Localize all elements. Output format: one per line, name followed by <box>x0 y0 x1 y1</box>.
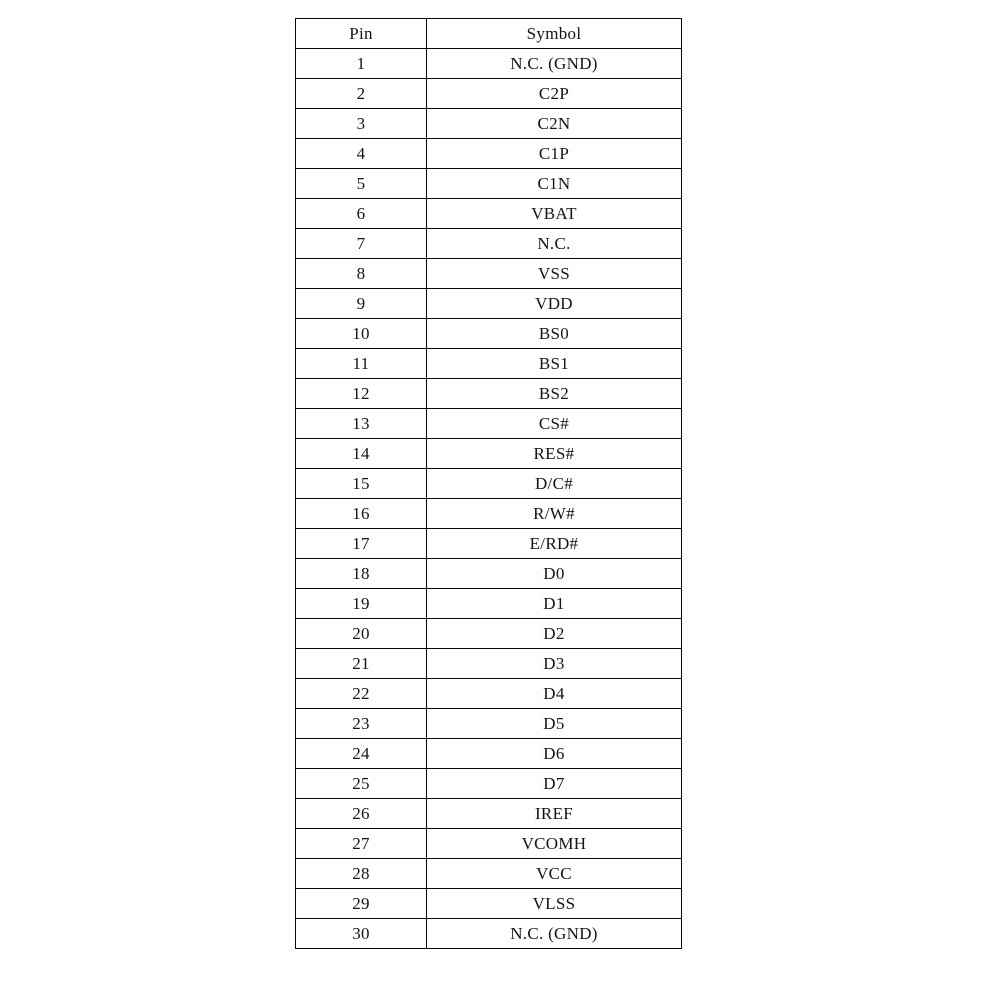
symbol-cell: RES# <box>427 439 682 469</box>
table-row <box>296 49 682 79</box>
symbol-cell: D2 <box>427 619 682 649</box>
symbol-cell: D5 <box>427 709 682 739</box>
table-row <box>296 319 682 349</box>
pin-cell: 10 <box>296 319 427 349</box>
symbol-cell: VCOMH <box>427 829 682 859</box>
table-row <box>296 139 682 169</box>
symbol-cell: D6 <box>427 739 682 769</box>
table-row <box>296 109 682 139</box>
symbol-cell: C1N <box>427 169 682 199</box>
pin-cell: 27 <box>296 829 427 859</box>
symbol-cell: E/RD# <box>427 529 682 559</box>
pin-cell: 15 <box>296 469 427 499</box>
table-row <box>296 739 682 769</box>
symbol-cell: N.C. (GND) <box>427 919 682 949</box>
table-row <box>296 829 682 859</box>
symbol-cell: IREF <box>427 799 682 829</box>
pin-cell: 1 <box>296 49 427 79</box>
table-row <box>296 919 682 949</box>
symbol-cell: VDD <box>427 289 682 319</box>
pin-cell: 22 <box>296 679 427 709</box>
symbol-cell: BS2 <box>427 379 682 409</box>
table-row <box>296 619 682 649</box>
table-row <box>296 349 682 379</box>
pin-cell: 16 <box>296 499 427 529</box>
symbol-cell: BS1 <box>427 349 682 379</box>
table-header-row <box>296 19 682 49</box>
pin-cell: 9 <box>296 289 427 319</box>
table-row <box>296 439 682 469</box>
pin-cell: 11 <box>296 349 427 379</box>
pin-cell: 26 <box>296 799 427 829</box>
symbol-cell: D3 <box>427 649 682 679</box>
pin-cell: 14 <box>296 439 427 469</box>
table-row <box>296 199 682 229</box>
pin-cell: 25 <box>296 769 427 799</box>
pin-cell: 7 <box>296 229 427 259</box>
table-row <box>296 529 682 559</box>
pin-cell: 13 <box>296 409 427 439</box>
table-row <box>296 409 682 439</box>
pin-cell: 6 <box>296 199 427 229</box>
table-row <box>296 709 682 739</box>
table-row <box>296 469 682 499</box>
symbol-cell: N.C. <box>427 229 682 259</box>
table-row <box>296 589 682 619</box>
pin-cell: 12 <box>296 379 427 409</box>
symbol-cell: C2P <box>427 79 682 109</box>
symbol-cell: D4 <box>427 679 682 709</box>
pin-cell: 20 <box>296 619 427 649</box>
pin-cell: 18 <box>296 559 427 589</box>
table-row <box>296 649 682 679</box>
symbol-cell: BS0 <box>427 319 682 349</box>
table-row <box>296 79 682 109</box>
pin-cell: 4 <box>296 139 427 169</box>
table-row <box>296 169 682 199</box>
table-row <box>296 499 682 529</box>
table-row <box>296 769 682 799</box>
pin-cell: 28 <box>296 859 427 889</box>
symbol-cell: VCC <box>427 859 682 889</box>
table-row <box>296 859 682 889</box>
symbol-cell: D/C# <box>427 469 682 499</box>
symbol-cell: VBAT <box>427 199 682 229</box>
symbol-cell: VLSS <box>427 889 682 919</box>
table-row <box>296 229 682 259</box>
pin-cell: 3 <box>296 109 427 139</box>
pin-cell: 5 <box>296 169 427 199</box>
pin-cell: 30 <box>296 919 427 949</box>
symbol-cell: C1P <box>427 139 682 169</box>
symbol-cell: D7 <box>427 769 682 799</box>
symbol-cell: D0 <box>427 559 682 589</box>
table-row <box>296 379 682 409</box>
table-row <box>296 799 682 829</box>
symbol-cell: R/W# <box>427 499 682 529</box>
pin-cell: 24 <box>296 739 427 769</box>
pin-cell: 2 <box>296 79 427 109</box>
table-row <box>296 259 682 289</box>
table-row <box>296 679 682 709</box>
table-row <box>296 889 682 919</box>
pin-column-header: Pin <box>296 19 427 49</box>
pin-cell: 17 <box>296 529 427 559</box>
pin-assignment-table <box>295 18 682 949</box>
pin-cell: 8 <box>296 259 427 289</box>
pin-cell: 19 <box>296 589 427 619</box>
symbol-cell: C2N <box>427 109 682 139</box>
pin-cell: 23 <box>296 709 427 739</box>
table-row <box>296 289 682 319</box>
pin-cell: 21 <box>296 649 427 679</box>
symbol-cell: VSS <box>427 259 682 289</box>
pin-cell: 29 <box>296 889 427 919</box>
table-body <box>296 49 682 949</box>
symbol-cell: CS# <box>427 409 682 439</box>
symbol-column-header: Symbol <box>427 19 682 49</box>
symbol-cell: D1 <box>427 589 682 619</box>
table-row <box>296 559 682 589</box>
symbol-cell: N.C. (GND) <box>427 49 682 79</box>
